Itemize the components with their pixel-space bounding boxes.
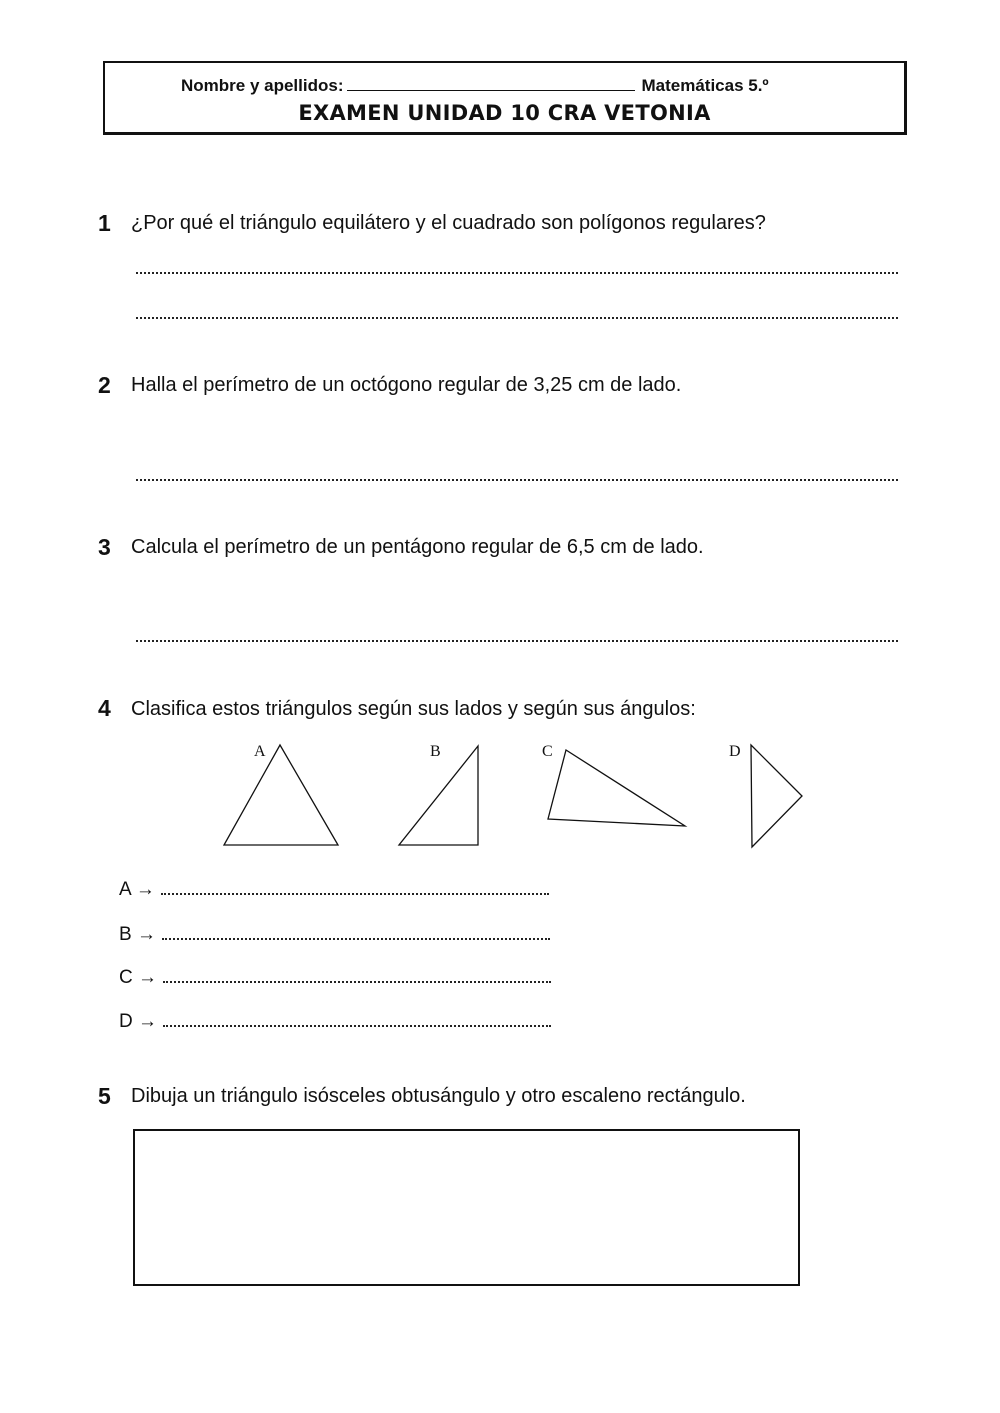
triangle-c — [548, 750, 685, 826]
name-label: Nombre y apellidos: — [181, 76, 344, 95]
triangle-label-a: A — [254, 743, 266, 760]
question-4-text: Clasifica estos triángulos según sus lados y según sus ángulos: — [131, 698, 696, 720]
question-1-number: 1 — [98, 210, 111, 236]
answer-field-a[interactable] — [161, 879, 549, 895]
answer-row-b-label: B → — [119, 924, 156, 945]
question-2-text: Halla el perímetro de un octógono regular de 3,25 cm de lado. — [131, 374, 682, 396]
question-4-number: 4 — [98, 695, 111, 721]
question-3-number: 3 — [98, 534, 111, 560]
triangle-label-d: D — [729, 743, 741, 760]
exam-title: EXAMEN UNIDAD 10 CRA VETONIA — [298, 101, 711, 125]
answer-row-d — [119, 1011, 551, 1033]
answer-field-c[interactable] — [163, 967, 551, 983]
triangle-b — [399, 746, 478, 845]
triangle-label-b: B — [430, 743, 441, 760]
question-5-number: 5 — [98, 1083, 111, 1109]
answer-row-c-label: C → — [119, 967, 157, 988]
triangle-a — [224, 745, 338, 845]
answer-row-b — [119, 924, 550, 946]
triangle-label-c: C — [542, 743, 553, 760]
answer-row-d-label: D → — [119, 1011, 157, 1032]
question-3-text: Calcula el perímetro de un pentágono regular de 6,5 cm de lado. — [131, 536, 704, 558]
question-1-text: ¿Por qué el triángulo equilátero y el cuadrado son polígonos regulares? — [131, 212, 766, 234]
question-2-number: 2 — [98, 372, 111, 398]
answer-row-a — [119, 879, 549, 901]
subject-label: Matemáticas 5.º — [641, 76, 769, 95]
answer-field-b[interactable] — [162, 924, 550, 940]
answer-row-c — [119, 967, 551, 989]
answer-field-d[interactable] — [163, 1011, 551, 1027]
drawing-box[interactable] — [133, 1129, 800, 1286]
triangle-d — [751, 745, 802, 847]
question-5-text: Dibuja un triángulo isósceles obtusángulo y otro escaleno rectángulo. — [131, 1085, 746, 1107]
answer-row-a-label: A → — [119, 879, 155, 900]
